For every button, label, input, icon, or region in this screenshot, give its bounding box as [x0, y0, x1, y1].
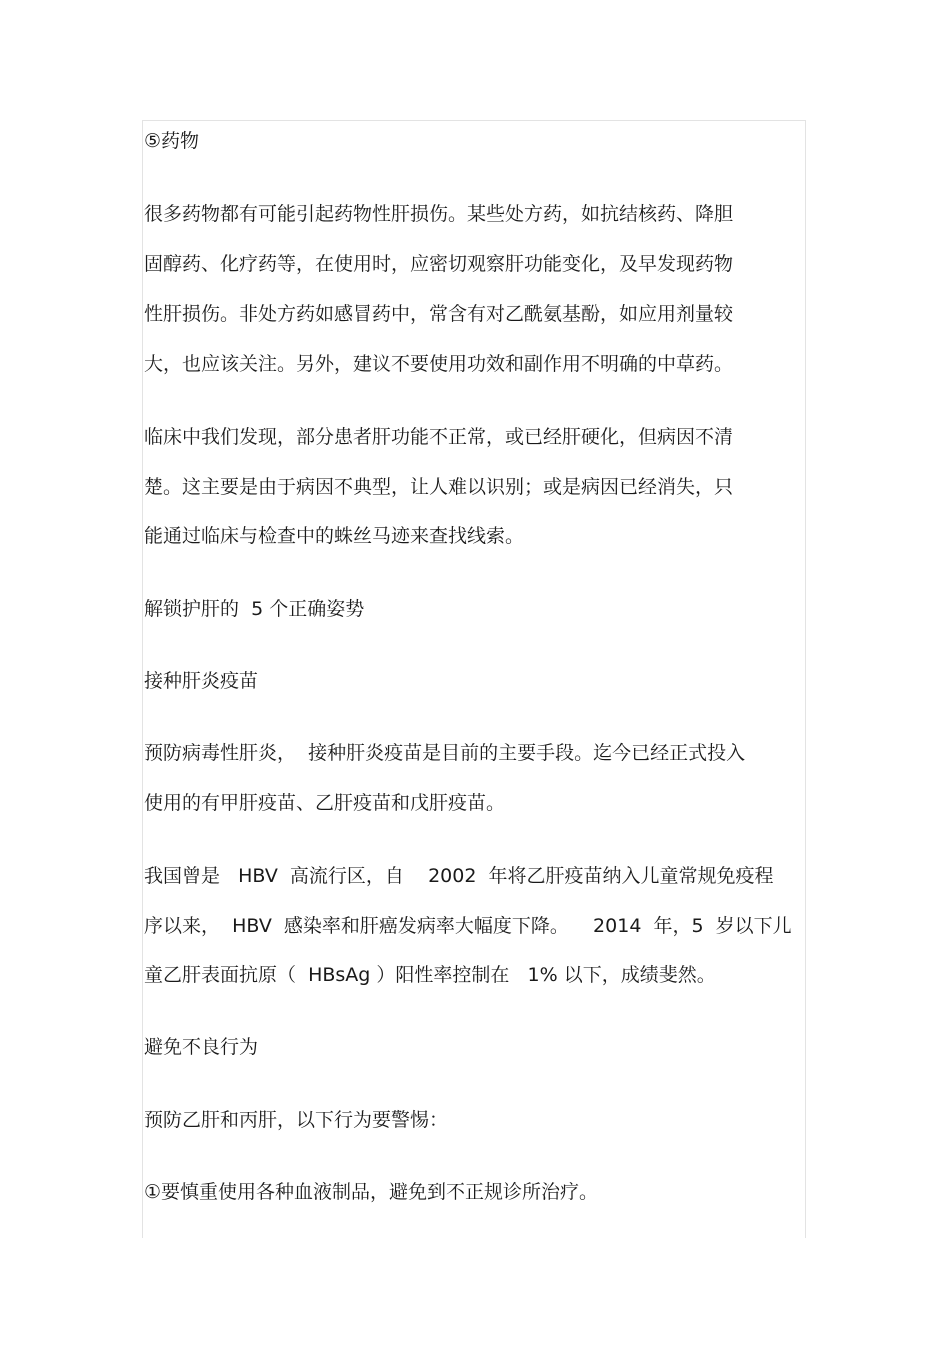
list-item: ①要慎重使用各种血液制品，避免到不正规诊所治疗。	[144, 1181, 599, 1203]
heading-vaccination: 接种肝炎疫苗	[144, 670, 259, 692]
paragraph-line: 性肝损伤。非处方药如感冒药中，常含有对乙酰氨基酚，如应用剂量较	[144, 303, 734, 325]
paragraph-line: 很多药物都有可能引起药物性肝损伤。某些处方药，如抗结核药、降胆	[144, 203, 734, 225]
paragraph-line: 使用的有甲肝疫苗、乙肝疫苗和戊肝疫苗。	[144, 792, 506, 814]
heading-drugs: ⑤药物	[144, 130, 200, 152]
paragraph-line: 临床中我们发现，部分患者肝功能不正常，或已经肝硬化，但病因不清	[144, 426, 734, 448]
heading-five-postures: 解锁护肝的 5 个正确姿势	[144, 598, 365, 620]
paragraph-line: 固醇药、化疗药等，在使用时，应密切观察肝功能变化，及早发现药物	[144, 253, 734, 275]
paragraph-line: 大，也应该关注。另外，建议不要使用功效和副作用不明确的中草药。	[144, 353, 734, 375]
paragraph-line: 预防乙肝和丙肝，以下行为要警惕：	[144, 1109, 449, 1131]
paragraph-line: 我国曾是 HBV 高流行区，自 2002 年将乙肝疫苗纳入儿童常规免疫程	[144, 865, 774, 887]
paragraph-line: 能通过临床与检查中的蛛丝马迹来查找线索。	[144, 525, 525, 547]
paragraph-line: 预防病毒性肝炎， 接种肝炎疫苗是目前的主要手段。迄今已经正式投入	[144, 742, 746, 764]
heading-avoid-bad-behavior: 避免不良行为	[144, 1036, 259, 1058]
paragraph-line: 楚。这主要是由于病因不典型，让人难以识别；或是病因已经消失，只	[144, 476, 734, 498]
paragraph-line: 序以来， HBV 感染率和肝癌发病率大幅度下降。 2014 年，5 岁以下儿	[144, 915, 792, 937]
paragraph-line: 童乙肝表面抗原（ HBsAg ）阳性率控制在 1% 以下，成绩斐然。	[144, 964, 716, 986]
